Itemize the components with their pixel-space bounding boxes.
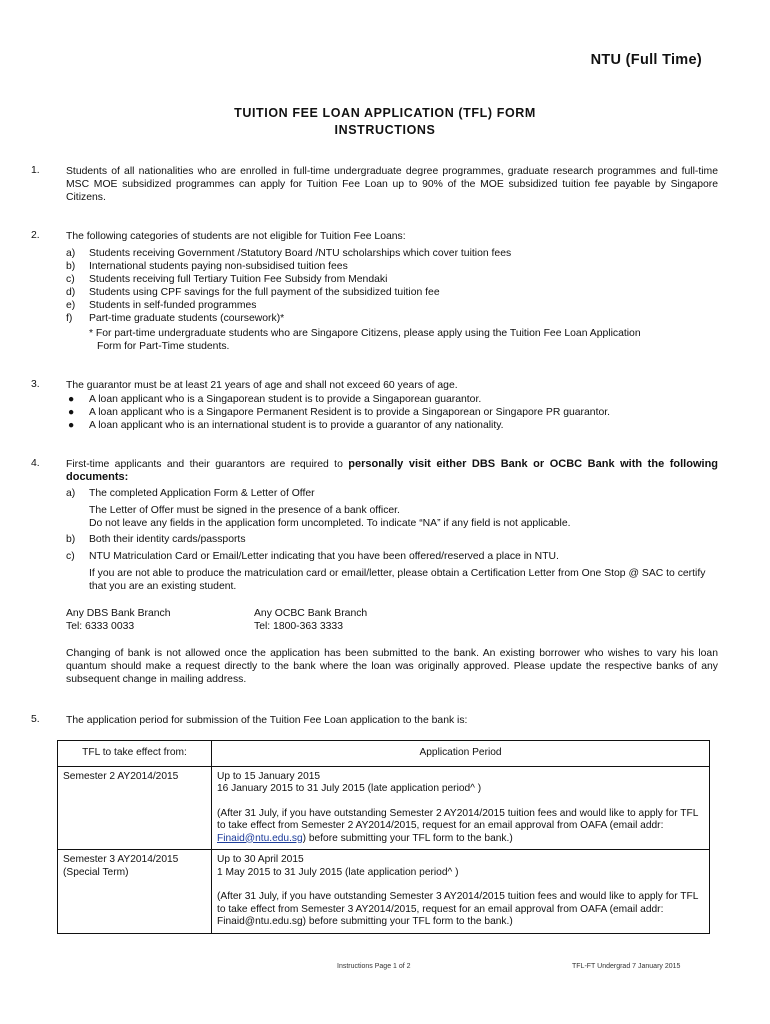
item-text: Students receiving Government /Statutory Board /NTU scholarships which cover tuition fees <box>89 248 512 259</box>
dbs-name: Any DBS Bank Branch <box>66 608 171 619</box>
term-line: Semester 3 AY2014/2015 <box>63 854 179 865</box>
item-text: Students receiving full Tertiary Tuition Fee Subsidy from Mendaki <box>89 274 388 285</box>
part-time-note <box>89 327 718 353</box>
guarantor-list <box>66 393 718 432</box>
section-5-intro: The application period for submission of the Tuition Fee Loan application to the bank is: <box>66 715 468 726</box>
section-4-intro: First-time applicants and their guarantors are required to personally visit either DBS Bank or OCBC Bank with the following documents: <box>66 458 719 483</box>
list-item <box>66 286 718 299</box>
header-application-period: Application Period <box>212 741 710 767</box>
list-item <box>66 260 718 273</box>
section-number: 1. <box>31 165 40 176</box>
section-3-intro: The guarantor must be at least 21 years of age and shall not exceed 60 years of age. <box>66 380 458 391</box>
item-text: Both their identity cards/passports <box>89 534 246 545</box>
list-item <box>66 406 718 419</box>
page-number: Instructions Page 1 of 2 <box>337 963 411 970</box>
section-4-closing: Changing of bank is not allowed once the application has been submitted to the bank. An existing borrower who wishes to vary his loan quantum should make a request directly to the bank where the loan was originally approved. Please update the respective banks of any subsequent change in mailing address. <box>66 648 718 685</box>
item-subtext: The Letter of Offer must be signed in the presence of a bank officer. <box>89 505 400 516</box>
item-label: b) <box>66 261 76 272</box>
application-period-table <box>57 740 710 934</box>
item-label: c) <box>66 551 75 562</box>
term-line: (Special Term) <box>63 866 129 878</box>
item-text: A loan applicant who is a Singaporean student is to provide a Singaporean guarantor. <box>89 394 482 405</box>
section-number: 3. <box>31 379 40 390</box>
table-row <box>58 766 710 850</box>
list-item <box>66 533 718 546</box>
item-label: f) <box>66 313 73 324</box>
list-item <box>66 487 718 530</box>
period-line: 1 May 2015 to 31 July 2015 (late application period^ ) <box>217 866 459 878</box>
visit-instruction: personally visit either DBS Bank or OCBC Bank with the following documents: <box>66 458 719 483</box>
program-tag: NTU (Full Time) <box>590 52 702 68</box>
table-header-row <box>58 741 710 767</box>
item-subtext: Do not leave any fields in the application form uncompleted. To indicate “NA” if any field is not applicable. <box>89 518 571 529</box>
item-label: a) <box>66 488 76 499</box>
period-note: (After 31 July, if you have outstanding Semester 3 AY2014/2015 tuition fees and would like to apply for TFL to take effect from Semester 3 AY2014/2015, request for an email approval from OAFA (email addr: Finaid@ntu.edu.sg) before submitting your TFL form to the bank.) <box>217 891 698 927</box>
item-text: A loan applicant who is an international student is to provide a guarantor of any nationality. <box>89 420 504 431</box>
item-text: Part-time graduate students (coursework)* <box>89 313 285 324</box>
item-text: Students using CPF savings for the full payment of the subsidized tuition fee <box>89 287 440 298</box>
bullet-icon: ● <box>68 420 75 431</box>
bank-branches <box>66 607 718 633</box>
bullet-icon: ● <box>68 407 75 418</box>
term-cell: Semester 2 AY2014/2015 <box>58 766 212 850</box>
list-item <box>66 393 718 406</box>
list-item <box>66 419 718 432</box>
title-line-2: INSTRUCTIONS <box>334 123 436 137</box>
note-line-2: Form for Part-Time students. <box>97 341 230 352</box>
ocbc-name: Any OCBC Bank Branch <box>254 608 368 619</box>
item-label: c) <box>66 274 75 285</box>
period-line: 16 January 2015 to 31 July 2015 (late application period^ ) <box>217 783 482 794</box>
item-label: b) <box>66 534 76 545</box>
list-item <box>66 550 718 593</box>
section-number: 2. <box>31 230 40 241</box>
period-line: Up to 30 April 2015 <box>217 854 304 865</box>
note-line-1: * For part-time undergraduate students who are Singapore Citizens, please apply using the Tuition Fee Loan Application <box>89 328 641 339</box>
item-label: a) <box>66 248 76 259</box>
period-line: Up to 15 January 2015 <box>217 770 321 782</box>
email-link[interactable]: Finaid@ntu.edu.sg <box>217 832 303 844</box>
period-note: (After 31 July, if you have outstanding Semester 2 AY2014/2015 tuition fees and would like to apply for TFL to take effect from Semester 2 AY2014/2015, request for an email approval from OAFA (email addr: Finaid@ntu.edu.sg) before submitting your TFL form to the bank.) <box>217 807 698 844</box>
item-text: International students paying non-subsidised tuition fees <box>89 261 348 272</box>
ocbc-branch <box>254 607 442 633</box>
header-effective-from: TFL to take effect from: <box>58 741 212 767</box>
section-1-text: Students of all nationalities who are enrolled in full-time undergraduate degree programmes, graduate research programmes and full-time MSC MOE subsidized programmes can apply for Tuition Fee Loan up to 90% of the MOE subsidized tuition fee payable by Singapore Citizens. <box>66 166 718 203</box>
list-item <box>66 299 718 312</box>
dbs-branch <box>66 607 254 633</box>
item-label: d) <box>66 287 76 298</box>
item-text: The completed Application Form & Letter of Offer <box>89 488 315 499</box>
form-code: TFL-FT Undergrad 7 January 2015 <box>572 963 681 970</box>
list-item <box>66 312 718 325</box>
item-text: NTU Matriculation Card or Email/Letter indicating that you have been offered/reserved a place in NTU. <box>89 551 559 562</box>
section-2-intro: The following categories of students are not eligible for Tuition Fee Loans: <box>66 231 406 242</box>
ineligible-list <box>66 247 718 325</box>
list-item <box>66 247 718 260</box>
item-text: Students in self-funded programmes <box>89 300 257 311</box>
documents-list <box>66 487 718 593</box>
list-item <box>66 273 718 286</box>
item-label: e) <box>66 300 76 311</box>
table-row <box>58 850 710 934</box>
page-title <box>0 105 770 139</box>
ocbc-tel: Tel: 1800-363 3333 <box>254 621 343 632</box>
section-number: 5. <box>31 714 40 725</box>
period-cell <box>212 850 710 934</box>
term-cell <box>58 850 212 934</box>
item-text: A loan applicant who is a Singapore Permanent Resident is to provide a Singaporean or Singapore PR guarantor. <box>89 407 611 418</box>
period-cell <box>212 766 710 850</box>
bullet-icon: ● <box>68 394 75 405</box>
item-subtext: If you are not able to produce the matriculation card or email/letter, please obtain a Certification Letter from One Stop @ SAC to certify that you are an existing student. <box>89 568 706 592</box>
dbs-tel: Tel: 6333 0033 <box>66 621 135 632</box>
title-line-1: TUITION FEE LOAN APPLICATION (TFL) FORM <box>234 106 536 120</box>
section-number: 4. <box>31 458 40 469</box>
